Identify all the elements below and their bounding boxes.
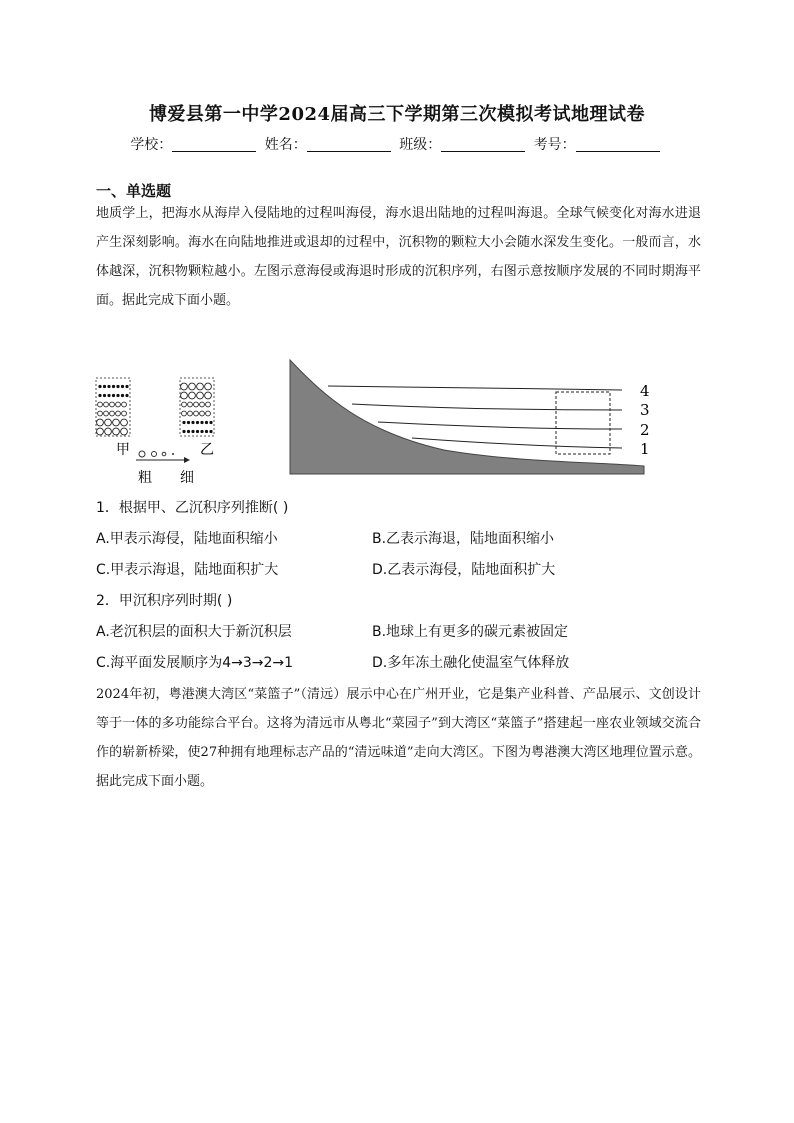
q1-option-b[interactable]: B.乙表示海退，陆地面积缩小 (372, 531, 555, 547)
sediment-grain (125, 385, 128, 388)
sediment-grain (189, 392, 196, 399)
class-blank[interactable] (441, 137, 525, 152)
sediment-grain (209, 421, 212, 424)
q2-option-d[interactable]: D.多年冻土融化使温室气体释放 (372, 655, 570, 671)
sediment-grain (191, 421, 194, 424)
grain-size-arrow (136, 451, 190, 463)
sediment-grain (200, 421, 203, 424)
sediment-grain (182, 411, 187, 416)
sediment-grain (104, 411, 109, 416)
q2-option-a[interactable]: A.老沉积层的面积大于新沉积层 (96, 624, 292, 640)
student-info-line (0, 134, 794, 154)
name-blank[interactable] (307, 137, 391, 152)
sediment-grain (187, 421, 190, 424)
level-label-4: 4 (640, 382, 650, 400)
figure (94, 356, 654, 488)
sediment-grain (121, 419, 128, 426)
sediment-grain (98, 385, 101, 388)
sediment-grain (122, 402, 127, 407)
page-title: 博爱县第一中学2024届高三下学期第三次模拟考试地理试卷 (148, 104, 646, 125)
sediment-grain (194, 411, 199, 416)
sediment-grain (116, 394, 119, 397)
sediment-grain (181, 383, 188, 390)
sediment-grain (194, 402, 199, 407)
sediment-grain (196, 430, 199, 433)
sea-level-2 (378, 422, 622, 429)
sediment-grain (112, 385, 115, 388)
label-fine: 细 (180, 470, 194, 486)
sediment-grain (97, 419, 104, 426)
q2-option-b[interactable]: B.地球上有更多的碳元素被固定 (372, 624, 569, 640)
id-blank[interactable] (576, 137, 660, 152)
sediment-grain (104, 402, 109, 407)
sediment-grain (209, 430, 212, 433)
school-blank[interactable] (172, 137, 256, 152)
sediment-grain (97, 428, 104, 435)
sediment-grain (98, 394, 101, 397)
sediment-grain (189, 383, 196, 390)
sediment-grain (197, 383, 204, 390)
sediment-grain (110, 411, 115, 416)
level-label-3: 3 (640, 401, 650, 419)
sediment-grain (187, 430, 190, 433)
level-label-1: 1 (640, 440, 650, 458)
q1-option-c[interactable]: C.甲表示海退，陆地面积扩大 (96, 562, 279, 578)
sea-level-3 (352, 404, 622, 410)
sediment-grain (125, 394, 128, 397)
section-heading: 一、单选题 (96, 182, 172, 200)
sediment-grain (107, 385, 110, 388)
sediment-grain (110, 402, 115, 407)
question-1-stem: 1．根据甲、乙沉积序列推断( ) (96, 500, 289, 516)
sediment-grain (121, 394, 124, 397)
sediment-grain (200, 411, 205, 416)
label-yi: 乙 (200, 442, 214, 458)
sediment-grain (188, 402, 193, 407)
sediment-grain (182, 430, 185, 433)
sediment-grain (205, 430, 208, 433)
question-2-stem: 2．甲沉积序列时期( ) (96, 593, 233, 609)
sediment-grain (205, 392, 212, 399)
q1-option-a[interactable]: A.甲表示海侵，陆地面积缩小 (96, 531, 278, 547)
id-label: 考号： (533, 137, 576, 153)
sediment-grain (196, 421, 199, 424)
label-coarse: 粗 (138, 470, 152, 486)
level-label-2: 2 (640, 421, 650, 439)
sediment-grain (181, 392, 188, 399)
sediment-grain (98, 411, 103, 416)
sediment-grain (113, 428, 120, 435)
sediment-grain (116, 411, 121, 416)
sediment-grain (112, 394, 115, 397)
sediment-grain (113, 419, 120, 426)
sea-level-1 (412, 438, 622, 448)
sequence-jia-column (96, 378, 130, 436)
sediment-grain (103, 394, 106, 397)
sediment-grain (205, 383, 212, 390)
sediment-grain (116, 402, 121, 407)
label-jia: 甲 (116, 442, 130, 458)
sediment-grain (182, 421, 185, 424)
sediment-grain (116, 385, 119, 388)
sediment-grain (191, 430, 194, 433)
sediment-grain (188, 411, 193, 416)
sediment-grain (121, 428, 128, 435)
sediment-grain (105, 428, 112, 435)
sediment-grain (206, 411, 211, 416)
class-label: 班级： (399, 137, 442, 153)
q2-option-c[interactable]: C.海平面发展顺序为4→3→2→1 (96, 655, 294, 671)
sediment-grain (103, 385, 106, 388)
sediment-grain (122, 411, 127, 416)
passage-2: 2024年初，粤港澳大湾区“菜篮子”（清远）展示中心在广州开业，它是集产业科普、产品展示、文创设计等于一体的多功能综合平台。这将为清远市从粤北“菜园子”到大湾区“菜篮子”搭建起一座农业领域交流合作的崭新桥梁，使27种拥有地理标志产品的“清远味道”走向大湾区。下图为粤港澳大湾区地理位置示意。据此完成下面小题。 (96, 687, 701, 789)
coast-profile-diagram (290, 360, 650, 474)
sediment-grain (107, 394, 110, 397)
sediment-grain (197, 392, 204, 399)
passage-1: 地质学上，把海水从海岸入侵陆地的过程叫海侵，海水退出陆地的过程叫海退。全球气候变化对海水进退产生深刻影响。海水在向陆地推进或退却的过程中，沉积物的颗粒大小会随水深发生变化。一般而言，水体越深，沉积物颗粒越小。左图示意海侵或海退时形成的沉积序列，右图示意按顺序发展的不同时期海平面。据此完成下面小题。 (96, 206, 701, 308)
dashed-box (556, 392, 610, 454)
q1-option-d[interactable]: D.乙表示海侵，陆地面积扩大 (372, 562, 556, 578)
sediment-grain (200, 402, 205, 407)
sediment-grain (205, 421, 208, 424)
sediment-grain (182, 402, 187, 407)
sequence-yi-column (180, 378, 214, 436)
sediment-grain (98, 402, 103, 407)
sediment-grain (105, 419, 112, 426)
sediment-grain (200, 430, 203, 433)
sediment-grain (121, 385, 124, 388)
name-label: 姓名： (264, 137, 307, 153)
school-label: 学校： (130, 137, 173, 153)
sea-level-4 (328, 386, 622, 390)
land-slope (290, 360, 644, 474)
sediment-grain (206, 402, 211, 407)
